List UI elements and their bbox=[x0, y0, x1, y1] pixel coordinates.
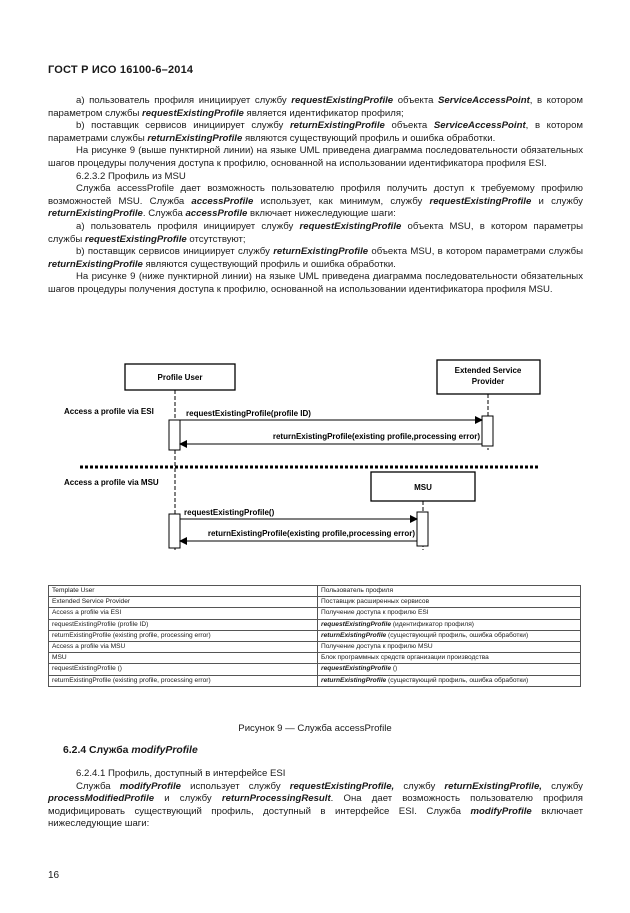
table-row bbox=[49, 630, 581, 641]
msg-return-msu-label: returnExistingProfile(existing profile,processing error) bbox=[207, 529, 415, 538]
legend-en-cell: MSU bbox=[49, 653, 318, 664]
legend-en-cell: Access a profile via ESI bbox=[49, 608, 318, 619]
page-number: 16 bbox=[48, 870, 60, 881]
msg-request-profile-id-label: requestExistingProfile(profile ID) bbox=[186, 409, 311, 418]
subsection-heading-msu: 6.2.3.2 Профиль из MSU bbox=[76, 170, 186, 182]
legend-ru-cell: returnExistingProfile (существующий профиль, ошибка обработки) bbox=[318, 630, 581, 641]
legend-en-cell: Template User bbox=[49, 586, 318, 597]
legend-table bbox=[48, 585, 581, 687]
body-text-bottom bbox=[48, 768, 583, 831]
legend-en-cell: Access a profile via MSU bbox=[49, 642, 318, 653]
legend-ru-cell: Получение доступа к профилю ESI bbox=[318, 608, 581, 619]
legend-en-cell: Extended Service Provider bbox=[49, 597, 318, 608]
legend-ru-cell: Поставщик расширенных сервисов bbox=[318, 597, 581, 608]
user-activation-msu bbox=[169, 514, 180, 548]
msg-request-msu-label: requestExistingProfile() bbox=[184, 508, 275, 517]
esp-activation-esi bbox=[482, 416, 493, 446]
table-row bbox=[49, 597, 581, 608]
profile-user-label: Profile User bbox=[157, 373, 203, 382]
table-row bbox=[49, 664, 581, 675]
legend-en-cell: requestExistingProfile (profile ID) bbox=[49, 619, 318, 630]
paragraph-access-profile: Служба accessProfile дает возможность пользователю профиля получить доступ к требуемому профилю возможностей MSU. Служба accessProfile использует, как минимум, службу requestExistingProfile и службу returnExistingProfile. Служба accessProfile включает нижеследующие шаги: bbox=[48, 183, 583, 220]
access-via-msu-label: Access a profile via MSU bbox=[64, 478, 159, 487]
paragraph-figure-ref-esi: На рисунке 9 (выше пунктирной линии) на языке UML приведена диаграмма последовательности обязательных шагов процедуры получения доступа к профилю, основанной на использовании идентификатора профиля ESI. bbox=[48, 145, 583, 169]
body-text-top bbox=[48, 95, 583, 297]
msu-label: MSU bbox=[414, 483, 432, 492]
table-row bbox=[49, 642, 581, 653]
legend-ru-cell: Получение доступа к профилю MSU bbox=[318, 642, 581, 653]
paragraph-step-a-msu: а) пользователь профиля инициирует службу requestExistingProfile объекта MSU, в котором параметры службы requestExistingProfile отсутствуют; bbox=[48, 220, 583, 245]
figure-caption: Рисунок 9 — Служба accessProfile bbox=[238, 723, 392, 734]
paragraph-step-b-msu: b) поставщик сервисов инициирует службу returnExistingProfile объекта MSU, в котором параметрами службы returnExistingProfile являются существующий профиль и ошибка обработки. bbox=[48, 246, 584, 270]
msg-return-esi-label: returnExistingProfile(existing profile,processing error) bbox=[272, 432, 480, 441]
esp-label-line1: Extended Service bbox=[454, 366, 522, 375]
document-header: ГОСТ Р ИСО 16100-6–2014 bbox=[48, 64, 194, 76]
legend-en-cell: returnExistingProfile (existing profile, processing error) bbox=[49, 630, 318, 641]
legend-ru-cell: requestExistingProfile (идентификатор профиля) bbox=[318, 619, 581, 630]
sequence-diagram bbox=[0, 352, 630, 580]
legend-en-cell: requestExistingProfile () bbox=[49, 664, 318, 675]
paragraph-figure-ref-msu: На рисунке 9 (ниже пунктирной линии) на языке UML приведена диаграмма последовательности обязательных шагов процедуры получения доступа к профилю, основанной на использовании идентификатора профиля MSU. bbox=[48, 271, 583, 295]
esp-label-line2: Provider bbox=[471, 377, 505, 386]
paragraph-modify-profile: Служба modifyProfile использует службу requestExistingProfile, службу returnExistingProfile, службу processModifiedProfile и службу returnProcessingResult. Она дает возможность пользователю профиля модифицировать существующий профиль, доступный в интерфейсе ESI. Служба modifyProfile включает нижеследующие шаги: bbox=[48, 780, 583, 830]
legend-ru-cell: requestExistingProfile () bbox=[318, 664, 581, 675]
table-row bbox=[49, 653, 581, 664]
table-row bbox=[49, 619, 581, 630]
legend-en-cell: returnExistingProfile (existing profile, processing error) bbox=[49, 675, 318, 686]
subsection-heading-esi: 6.2.4.1 Профиль, доступный в интерфейсе ESI bbox=[76, 768, 286, 779]
section-heading-modify-profile: 6.2.4 Служба modifyProfile bbox=[63, 745, 198, 756]
table-row bbox=[49, 675, 581, 686]
msu-activation bbox=[417, 512, 428, 546]
access-via-esi-label: Access a profile via ESI bbox=[64, 407, 154, 416]
legend-ru-cell: Блок программных средств организации производства bbox=[318, 653, 581, 664]
table-row bbox=[49, 608, 581, 619]
table-row bbox=[49, 586, 581, 597]
paragraph-step-b-esi: b) поставщик сервисов инициирует службу returnExistingProfile объекта ServiceAccessPoint, в котором параметрами службы returnExistingProfile являются существующий профиль и ошибка обработки. bbox=[48, 120, 583, 144]
paragraph-step-a-esi: а) пользователь профиля инициирует службу requestExistingProfile объекта ServiceAccessPoint, в котором параметром службы requestExistingProfile является идентификатор профиля; bbox=[48, 95, 583, 119]
legend-ru-cell: Пользователь профиля bbox=[318, 586, 581, 597]
user-activation-esi bbox=[169, 420, 180, 450]
legend-ru-cell: returnExistingProfile (существующий профиль, ошибка обработки) bbox=[318, 675, 581, 686]
